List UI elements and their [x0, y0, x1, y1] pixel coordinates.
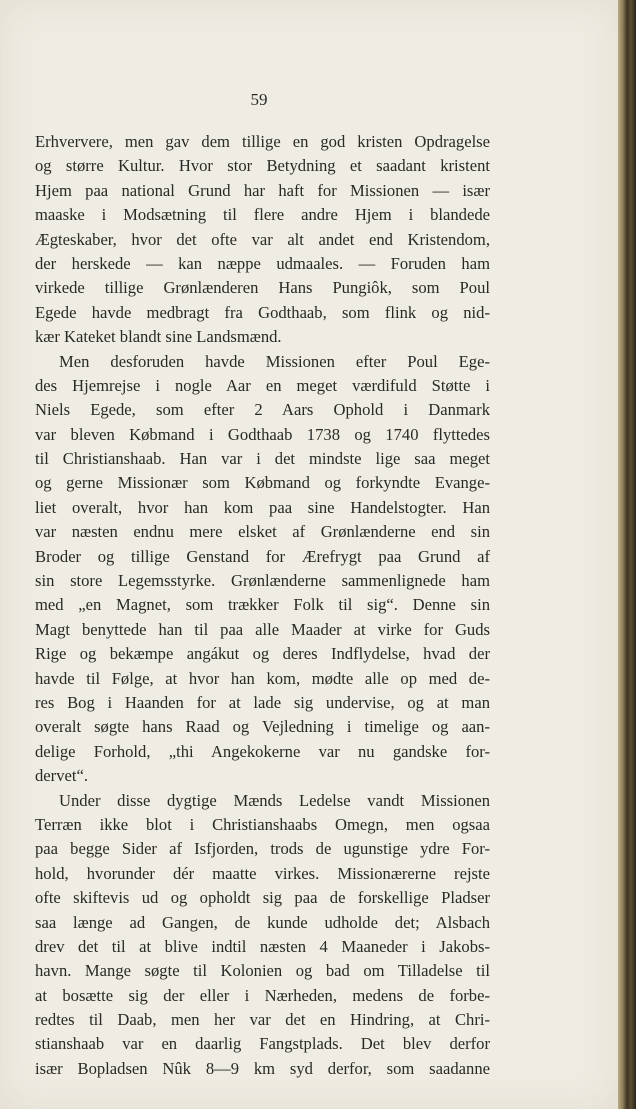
text-line: kær Kateket blandt sine Landsmænd. — [35, 327, 282, 347]
text-line: Egede havde medbragt fra Godthaab, som flink og nid- — [35, 302, 490, 322]
text-line: Ægteskaber, hvor det ofte var alt andet end Kristendom, — [35, 229, 490, 249]
text-line: des Hjemrejse i nogle Aar en meget værdifuld Støtte i — [35, 375, 490, 395]
text-line: hold, hvorunder dér maatte virkes. Missionærerne rejste — [35, 863, 490, 883]
text-line: at bosætte sig der eller i Nærheden, medens de forbe- — [35, 985, 490, 1005]
text-line: der herskede — kan næppe udmaales. — Foruden ham — [35, 253, 490, 273]
text-line: ofte skiftevis ud og opholdt sig paa de forskellige Pladser — [35, 888, 490, 908]
text-line: Men desforuden havde Missionen efter Poul Ege- — [59, 351, 490, 371]
text-line: Hjem paa national Grund har haft for Missionen — især — [35, 180, 490, 200]
text-line: redtes til Daab, men her var det en Hindring, at Chri- — [35, 1010, 490, 1030]
text-line: havn. Mange søgte til Kolonien og bad om Tilladelse til — [35, 961, 490, 981]
text-line: saa længe ad Gangen, de kunde udholde det; Alsbach — [35, 912, 490, 932]
body-text — [35, 130, 490, 1081]
text-line: dervet“. — [35, 766, 88, 786]
text-line: liet overalt, hvor han kom paa sine Handelstogter. Han — [35, 497, 490, 517]
text-line: havde til Følge, at hvor han kom, mødte alle op med de- — [35, 668, 490, 688]
text-line: overalt søgte hans Raad og Vejledning i timelige og aan- — [35, 717, 490, 737]
text-line: Broder og tillige Genstand for Ærefrygt paa Grund af — [35, 546, 490, 566]
text-line: maaske i Modsætning til flere andre Hjem i blandede — [35, 205, 490, 225]
text-line: var bleven Købmand i Godthaab 1738 og 1740 flyttedes — [35, 424, 490, 444]
text-line: paa begge Sider af Isfjorden, trods de ugunstige ydre For- — [35, 839, 490, 859]
text-line: var næsten endnu mere elsket af Grønlænderne end sin — [35, 522, 490, 542]
text-line: delige Forhold, „thi Angekokerne var nu gandske for- — [35, 741, 490, 761]
text-line: Rige og bekæmpe angákut og deres Indflydelse, hvad der — [35, 644, 490, 664]
text-line: res Bog i Haanden for at lade sig undervise, og at man — [35, 692, 490, 712]
book-binding-edge — [618, 0, 636, 1109]
text-line: virkede tillige Grønlænderen Hans Pungiôk, som Poul — [35, 278, 490, 298]
text-line: med „en Magnet, som trækker Folk til sig“. Denne sin — [35, 595, 490, 615]
page-number: 59 — [250, 90, 268, 109]
text-line: til Christianshaab. Han var i det mindste lige saa meget — [35, 449, 490, 469]
text-line: Magt benyttede han til paa alle Maader at virke for Guds — [35, 619, 490, 639]
text-line: især Bopladsen Nûk 8—9 km syd derfor, som saadanne — [35, 1058, 490, 1078]
text-line: Erhververe, men gav dem tillige en god kristen Opdragelse — [35, 132, 490, 151]
text-line: drev det til at blive indtil næsten 4 Maaneder i Jakobs- — [35, 936, 490, 956]
text-line: sin store Legemsstyrke. Grønlænderne sammenlignede ham — [35, 571, 490, 591]
text-line: Niels Egede, som efter 2 Aars Ophold i Danmark — [35, 400, 490, 420]
text-line: stianshaab var en daarlig Fangstplads. Det blev derfor — [35, 1034, 490, 1054]
text-line: og gerne Missionær som Købmand og forkyndte Evange- — [35, 473, 490, 493]
text-line: og større Kultur. Hvor stor Betydning et saadant kristent — [35, 156, 490, 176]
text-line: Terræn ikke blot i Christianshaabs Omegn, men ogsaa — [35, 814, 490, 834]
text-line: Under disse dygtige Mænds Ledelse vandt Missionen — [59, 790, 490, 810]
